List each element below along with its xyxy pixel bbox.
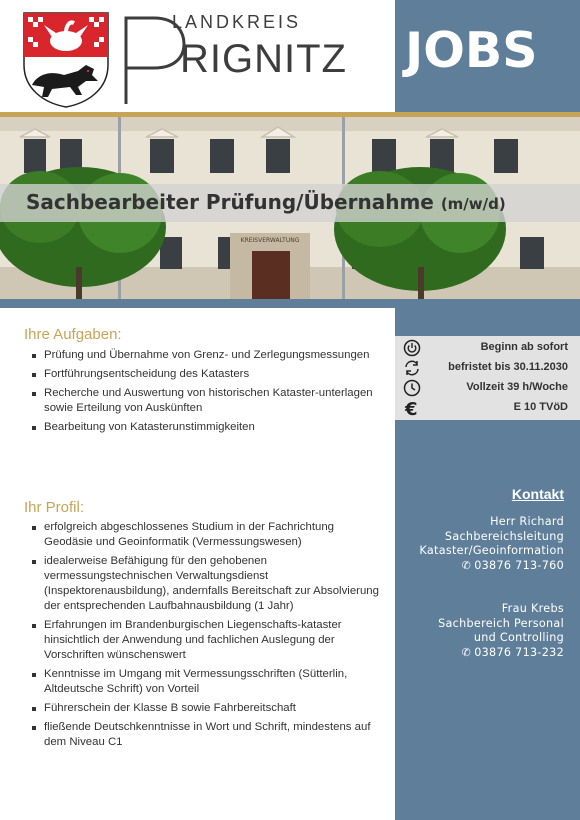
contact-phone[interactable] — [384, 646, 564, 661]
contact-role: Sachbereich Personal — [438, 616, 564, 630]
fact-hours-text: Vollzeit 39 h/Woche — [466, 381, 568, 393]
contact-name: Herr Richard — [490, 515, 564, 528]
job-title-main: Sachbearbeiter Prüfung/Übernahme — [26, 190, 434, 214]
brand-name-main: RIGNITZ — [180, 37, 347, 81]
contact-phone-number: 03876 713-760 — [474, 558, 564, 572]
list-item: fließende Deutschkenntnisse in Wort und Schrift, mindestens auf dem Niveau C1 — [32, 720, 382, 750]
phone-icon: ✆ — [461, 558, 472, 572]
contact-role: und Controlling — [473, 631, 564, 644]
power-icon — [403, 339, 421, 357]
contact-phone-number: 03876 713-232 — [474, 645, 564, 659]
list-item: Erfahrungen im Brandenburgischen Liegenschafts-kataster hinsichtlich der Anwendung und fachlichen Auslegung der Vorschriften wünschenswert — [32, 618, 382, 663]
contact-role: Sachbereichsleitung — [444, 529, 564, 543]
tasks-list — [32, 348, 382, 439]
clock-icon — [403, 379, 421, 397]
list-item: Führerschein der Klasse B sowie Fahrbereitschaft — [32, 701, 382, 716]
fact-pay-text: E 10 TVöD — [513, 401, 568, 413]
contact-heading: Kontakt — [511, 486, 564, 502]
contact-name: Frau Krebs — [501, 602, 564, 615]
job-title — [26, 190, 506, 214]
coat-of-arms-logo — [22, 11, 110, 109]
fact-term-text: befristet bis 30.11.2030 — [448, 361, 568, 373]
fact-term — [395, 358, 580, 378]
contact-person-1 — [384, 515, 564, 573]
phone-icon: ✆ — [461, 645, 472, 659]
svg-text:€: € — [405, 399, 418, 417]
list-item: Kenntnisse im Umgang mit Vermessungsschriften (Sütterlin, Altdeutsche Schrift) von Vorteil — [32, 667, 382, 697]
contact-person-2 — [384, 602, 564, 660]
refresh-icon — [403, 359, 421, 377]
profile-heading: Ihr Profil: — [24, 499, 85, 516]
profile-list — [32, 520, 382, 754]
jobs-label: JOBS — [405, 22, 538, 79]
list-item: Fortführungsentscheidung des Katasters — [32, 367, 382, 382]
fact-start-text: Beginn ab sofort — [480, 341, 568, 353]
tasks-heading: Ihre Aufgaben: — [24, 326, 122, 343]
list-item: idealerweise Befähigung für den gehobenen vermessungstechnischen Verwaltungsdienst (Inspektorenausbildung), andernfalls Bereitschaft zur Absolvierung der entsprechenden Laufbahnausbildung (1 Jahr) — [32, 554, 382, 614]
fact-pay — [395, 398, 580, 418]
job-title-suffix: (m/w/d) — [440, 195, 506, 213]
list-item: Recherche und Auswertung von historischen Kataster-unterlagen sowie Erteilung von Auskünften — [32, 386, 382, 416]
contact-phone[interactable] — [384, 559, 564, 574]
euro-icon — [403, 399, 421, 417]
building-sign: KREISVERWALTUNG — [240, 237, 300, 244]
fact-start — [395, 338, 580, 358]
list-item: Bearbeitung von Katasterunstimmigkeiten — [32, 420, 382, 435]
contact-role: Kataster/Geoinformation — [419, 544, 564, 557]
brand-name-top: LANDKREIS — [172, 12, 302, 32]
list-item: erfolgreich abgeschlossenes Studium in der Fachrichtung Geodäsie und Geoinformatik (Vermessungswesen) — [32, 520, 382, 550]
list-item: Prüfung und Übernahme von Grenz- und Zerlegungsmessungen — [32, 348, 382, 363]
fact-hours — [395, 378, 580, 398]
